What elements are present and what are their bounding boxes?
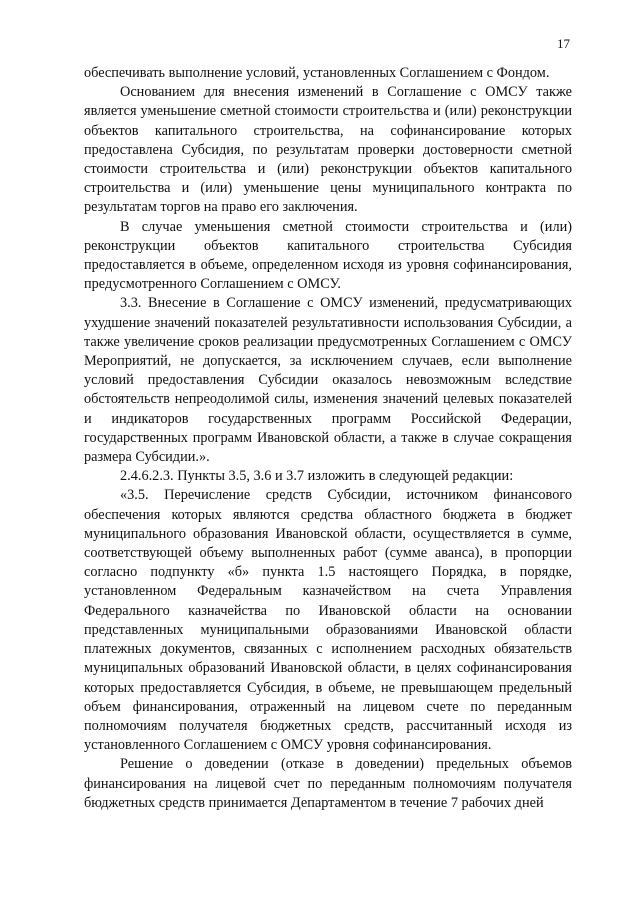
document-body [84, 64, 572, 813]
paragraph-6: «3.5. Перечисление средств Субсидии, источником финансового обеспечения которых являются средства областного бюджета в бюджет муниципального образования Ивановской области, осуществляется в сумме, соответствующей объему выполненных работ (сумме аванса), в пропорции согласно подпункту «б» пункта 1.5 настоящего Порядка, в порядке, установленном Федеральным казначейством на счета Управления Федерального казначейства по Ивановской области на основании представленных муниципальными образованиями Ивановской области платежных документов, связанных с исполнением расходных обязательств муниципальных образований Ивановской области, в целях софинансирования которых предоставляется Субсидия, в объеме, не превышающем предельный объем финансирования, отраженный на лицевом счете по переданным полномочиям получателя бюджетных средств, рассчитанный исходя из установленного Соглашением с ОМСУ уровня софинансирования. [84, 487, 572, 754]
paragraph-4: 3.3. Внесение в Соглашение с ОМСУ изменений, предусматривающих ухудшение значений показателей результативности использования Субсидии, а также увеличение сроков реализации предусмотренных Соглашением с ОМСУ Мероприятий, не допускается, за исключением случаев, если выполнение условий предоставления Субсидии оказалось невозможным вследствие обстоятельств непреодолимой силы, изменения значений целевых показателей и индикаторов государственных программ Российской Федерации, государственных программ Ивановской области, а также в случае сокращения размера Субсидии.». [84, 295, 572, 466]
paragraph-2: Основанием для внесения изменений в Соглашение с ОМСУ также является уменьшение сметной стоимости строительства и (или) реконструкции объектов капитального строительства, на софинансирование которых предоставлена Субсидия, по результатам проверки достоверности сметной стоимости строительства и (или) реконструкции объектов капитального строительства и (или) уменьшение цены муниципального контракта по результатам торгов на право его заключения. [84, 84, 572, 216]
paragraph-1: обеспечивать выполнение условий, установленных Соглашением с Фондом. [84, 65, 550, 81]
paragraph-5: 2.4.6.2.3. Пункты 3.5, 3.6 и 3.7 изложить в следующей редакции: [120, 468, 514, 485]
paragraph-7: Решение о доведении (отказе в доведении) предельных объемов финансирования на лицевой счет по переданным полномочиям получателя бюджетных средств принимается Департаментом в течение 7 рабочих дней [84, 756, 572, 811]
paragraph-3: В случае уменьшения сметной стоимости строительства и (или) реконструкции объектов капитального строительства Субсидия предоставляется в объеме, определенном исходя из уровня софинансирования, предусмотренного Соглашением с ОМСУ. [84, 218, 572, 293]
page-number: 17 [557, 36, 570, 51]
